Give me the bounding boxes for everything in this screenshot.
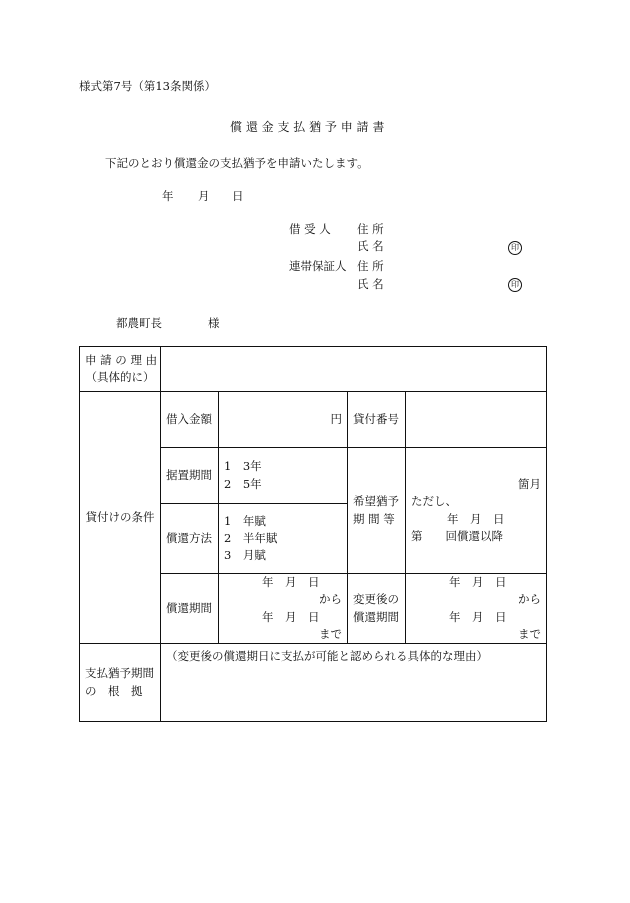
loan-amount-field[interactable] — [219, 392, 348, 448]
desired-period-field[interactable] — [406, 448, 547, 574]
reason-label-sub: （具体的に） — [85, 370, 155, 384]
changed-until: まで — [518, 626, 541, 641]
loan-number-label: 貸付番号 — [348, 392, 406, 448]
repayment-method-option: 3 月賦 — [224, 548, 266, 563]
borrower-name-label: 氏 名 — [357, 239, 384, 253]
grace-option: 2 5年 — [224, 476, 262, 491]
repayment-method-label: 償還方法 — [161, 504, 219, 574]
nth-repayment-label: 第 回償還以降 — [411, 528, 503, 543]
desired-label: 希望猶予 — [353, 494, 399, 509]
reason-label: 申 請 の 理 由 — [85, 352, 158, 367]
period-end-date: 年 月 日 — [262, 609, 320, 624]
period-until: まで — [319, 626, 342, 641]
repayment-method-option: 2 半年賦 — [224, 530, 278, 545]
repayment-methods-cell[interactable] — [219, 504, 348, 574]
reason-field[interactable] — [161, 347, 547, 392]
loan-amount-label: 借入金額 — [161, 392, 219, 448]
however-label: ただし、 — [411, 494, 457, 509]
repayment-method-option: 1 年賦 — [224, 513, 266, 528]
borrower-address-label: 住 所 — [357, 222, 384, 236]
grace-option: 1 3年 — [224, 459, 262, 474]
grace-options-cell[interactable] — [219, 448, 348, 504]
guarantor-address-label: 住 所 — [357, 259, 384, 273]
date-day: 日 — [232, 189, 244, 203]
basis-label: 支払猶予期間 — [85, 666, 154, 681]
borrower-seal-mark: 印 — [508, 241, 522, 255]
addressee-mayor: 都農町長 — [116, 316, 162, 330]
basis-label-cell — [80, 644, 161, 722]
intro-text: 下記のとおり償還金の支払猶予を申請いたします。 — [105, 156, 369, 170]
changed-period-field[interactable] — [406, 574, 547, 644]
form-number: 様式第7号（第13条関係） — [79, 79, 216, 93]
changed-period-label: 変更後の — [353, 592, 399, 607]
basis-note: （変更後の償還期日に支払が可能と認められる具体的な理由） — [166, 649, 488, 663]
reason-label-cell — [80, 347, 161, 392]
changed-from: から — [518, 592, 541, 607]
changed-period-label-cell — [348, 574, 406, 644]
desired-label-sub: 期 間 等 — [353, 511, 395, 526]
guarantor-seal-mark: 印 — [508, 278, 522, 292]
basis-row — [80, 644, 547, 722]
period-from: から — [319, 592, 342, 607]
date-year: 年 — [162, 189, 174, 203]
repayment-period-label: 償還期間 — [161, 574, 219, 644]
reason-row — [80, 347, 547, 392]
desired-label-cell — [348, 448, 406, 574]
basis-field[interactable] — [161, 644, 547, 722]
loan-number-field[interactable] — [406, 392, 547, 448]
yen-unit: 円 — [330, 411, 342, 426]
guarantor-label: 連帯保証人 — [289, 259, 347, 273]
changed-period-label-sub: 償還期間 — [353, 609, 399, 624]
period-start-date: 年 月 日 — [262, 575, 320, 589]
addressee-honorific: 様 — [208, 316, 220, 330]
changed-start-date: 年 月 日 — [449, 575, 507, 589]
conditions-label: 貸付けの条件 — [80, 392, 161, 644]
grace-period-label: 据置期間 — [161, 448, 219, 504]
borrower-label: 借 受 人 — [289, 222, 331, 236]
loan-amount-row — [80, 392, 547, 448]
date-month: 月 — [198, 189, 210, 203]
repayment-period-field[interactable] — [219, 574, 348, 644]
application-table — [79, 346, 547, 722]
basis-label-sub: の 根 拠 — [85, 683, 143, 698]
guarantor-name-label: 氏 名 — [357, 277, 384, 291]
months-count-label: 箇月 — [518, 477, 541, 491]
changed-end-date: 年 月 日 — [449, 609, 507, 624]
document-title: 償 還 金 支 払 猶 予 申 請 書 — [230, 120, 385, 134]
desired-date: 年 月 日 — [447, 511, 505, 526]
